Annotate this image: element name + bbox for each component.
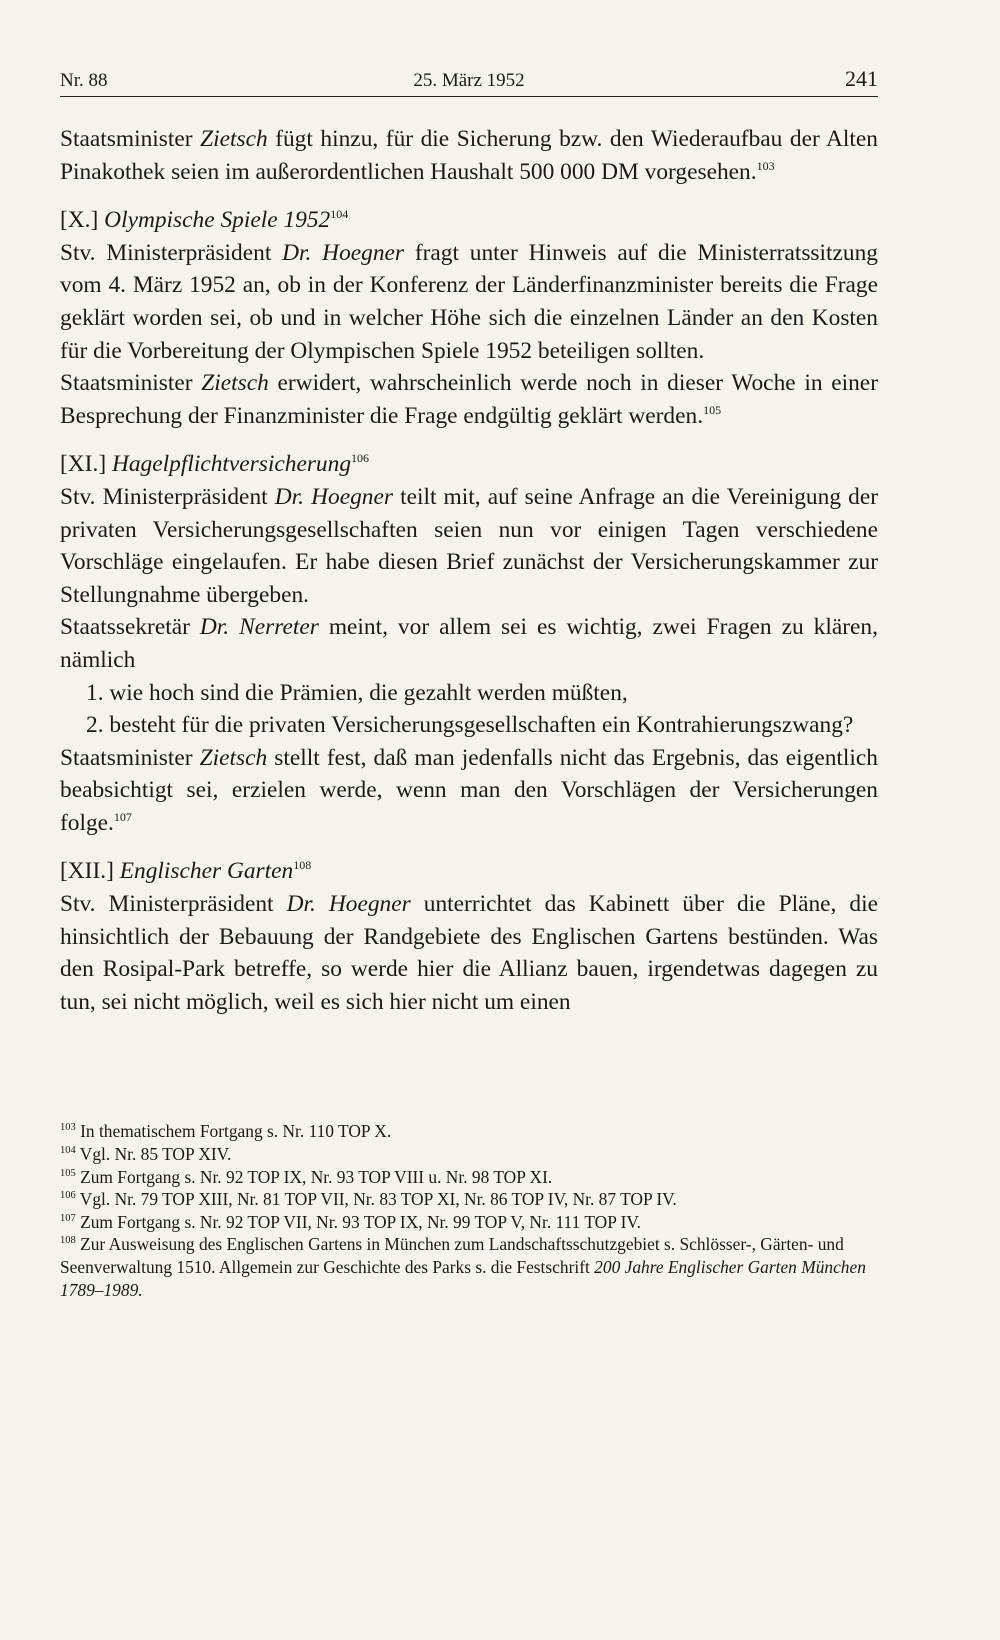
section-heading xyxy=(60,204,878,237)
page-number: 241 xyxy=(845,66,878,91)
speaker-title: Dr. xyxy=(282,239,312,266)
paragraph xyxy=(60,611,878,676)
footnote-text: Zur Ausweisung des Englischen Gartens in München zum Landschaftsschutzgebiet s. Schlösser-, Gärten- und Seenverwaltung 1510. Allgemein zur Geschichte des Parks s. die Festschrift xyxy=(60,1234,844,1277)
session-date: 25. März 1952 xyxy=(413,70,525,91)
section-number: [XI.] xyxy=(60,451,112,478)
footnote-text: Zum Fortgang s. Nr. 92 TOP VII, Nr. 93 TOP IX, Nr. 99 TOP V, Nr. 111 TOP IV. xyxy=(80,1211,642,1232)
text: Stv. Ministerpräsident xyxy=(60,891,287,918)
speaker-name: Hoegner xyxy=(311,483,393,510)
document-page xyxy=(60,60,878,1301)
footnote-number: 107 xyxy=(60,1213,76,1225)
text: erwidert, wahrscheinlich werde noch in dieser Woche in einer Besprechung der Finanzminister die Frage endgültig geklärt werden. xyxy=(60,370,878,429)
text: teilt mit, auf seine Anfrage an die Vereinigung der privaten Versicherungsgesellschaften seien nun vor einigen Tagen verschiedene Vorschläge eingelaufen. Er habe diesen Brief zunächst der Versicherungskammer zur Stellungnahme übergeben. xyxy=(60,483,878,608)
footnote-number: 105 xyxy=(60,1167,76,1179)
footnote-ref[interactable]: 106 xyxy=(351,451,370,466)
footnote xyxy=(60,1143,878,1166)
footnote-number: 104 xyxy=(60,1145,76,1157)
text: Stv. Ministerpräsident xyxy=(60,239,283,266)
footnote-ref[interactable]: 108 xyxy=(293,858,312,873)
paragraph xyxy=(60,481,878,611)
footnote-ref[interactable]: 103 xyxy=(756,158,775,173)
footnote xyxy=(60,1166,878,1189)
text: fügt hinzu, für die Sicherung bzw. den Wiederaufbau der Alten Pinakothek seien im außerordentlichen Haushalt 500 000 DM vorgesehen. xyxy=(60,126,878,185)
paragraph xyxy=(60,237,878,367)
paragraph xyxy=(60,123,878,188)
footnote xyxy=(60,1188,878,1211)
document-body xyxy=(60,123,878,1018)
speaker-title: Dr. xyxy=(274,483,304,510)
section-number: [XII.] xyxy=(60,858,120,885)
speaker-title: Dr. xyxy=(286,891,316,918)
paragraph xyxy=(60,367,878,432)
list-item: 2. besteht für die privaten Versicherungsgesellschaften ein Kontrahierungszwang? xyxy=(86,712,854,739)
list-item: 1. wie hoch sind die Prämien, die gezahlt werden müßten, xyxy=(86,679,628,706)
section-title: Englischer Garten xyxy=(119,858,294,885)
speaker-name: Zietsch xyxy=(199,744,268,771)
running-header xyxy=(60,60,878,97)
text: Staatssekretär xyxy=(60,614,200,641)
text: Staatsminister xyxy=(60,126,201,152)
footnote-text: Zum Fortgang s. Nr. 92 TOP IX, Nr. 93 TOP VIII u. Nr. 98 TOP XI. xyxy=(80,1166,553,1187)
text: stellt fest, daß man jedenfalls nicht das Ergebnis, das eigentlich beabsichtigt sei, erzielen werde, wenn man den Vorschlägen der Versicherungen folge. xyxy=(60,744,878,836)
footnote-text: In thematischem Fortgang s. Nr. 110 TOP X. xyxy=(80,1121,392,1142)
text: Stv. Ministerpräsident xyxy=(60,483,275,510)
document-number: Nr. 88 xyxy=(60,70,108,91)
footnote xyxy=(60,1233,878,1301)
footnote xyxy=(60,1120,878,1143)
section-heading xyxy=(60,448,878,481)
festschrift-title: 200 Jahre Englischer Garten München 1789–1989. xyxy=(60,1257,866,1300)
footnote-text: Vgl. Nr. 85 TOP XIV. xyxy=(79,1144,232,1165)
section-title: Olympische Spiele 1952 xyxy=(104,207,331,234)
section-heading xyxy=(60,855,878,888)
speaker-name: Hoegner xyxy=(322,239,405,266)
speaker-name: Nerreter xyxy=(239,614,319,641)
footnote-ref[interactable]: 105 xyxy=(703,402,722,417)
section-number: [X.] xyxy=(60,207,105,234)
footnote-ref[interactable]: 104 xyxy=(330,207,349,222)
text: unterrichtet das Kabinett über die Pläne, die hinsichtlich der Bebauung der Randgebiete des Englischen Gartens bestünden. Was den Rosipal-Park betreffe, so werde hier die Allianz bauen, irgendetwas dagegen zu tun, sei nicht möglich, weil es sich hier nicht um einen xyxy=(60,891,878,1015)
text: fragt unter Hinweis auf die Ministerratssitzung vom 4. März 1952 an, ob in der Konferenz der Länderfinanzminister bereits die Frage geklärt worden sei, ob und in welcher Höhe sich die einzelnen Länder an den Kosten für die Vorbereitung der Olympischen Spiele 1952 beteiligen sollten. xyxy=(60,239,878,364)
text: Staatsminister xyxy=(60,744,200,771)
speaker-title: Dr. xyxy=(199,614,230,641)
speaker-name: Hoegner xyxy=(328,891,411,918)
footnote-ref[interactable]: 107 xyxy=(113,810,132,825)
paragraph xyxy=(60,742,878,840)
speaker-name: Zietsch xyxy=(200,126,268,152)
text: meint, vor allem sei es wichtig, zwei Fragen zu klären, nämlich xyxy=(60,614,878,673)
footnote-text: Vgl. Nr. 79 TOP XIII, Nr. 81 TOP VII, Nr. 83 TOP XI, Nr. 86 TOP IV, Nr. 87 TOP IV. xyxy=(79,1189,677,1210)
footnote-number: 103 xyxy=(60,1122,76,1134)
footnote-number: 108 xyxy=(60,1235,76,1247)
section-title: Hagelpflichtversicherung xyxy=(111,451,352,478)
footnotes xyxy=(60,1120,878,1301)
paragraph xyxy=(60,888,878,1018)
footnote-number: 106 xyxy=(60,1190,76,1202)
text: Staatsminister xyxy=(60,370,202,397)
speaker-name: Zietsch xyxy=(201,370,269,397)
footnote xyxy=(60,1211,878,1234)
